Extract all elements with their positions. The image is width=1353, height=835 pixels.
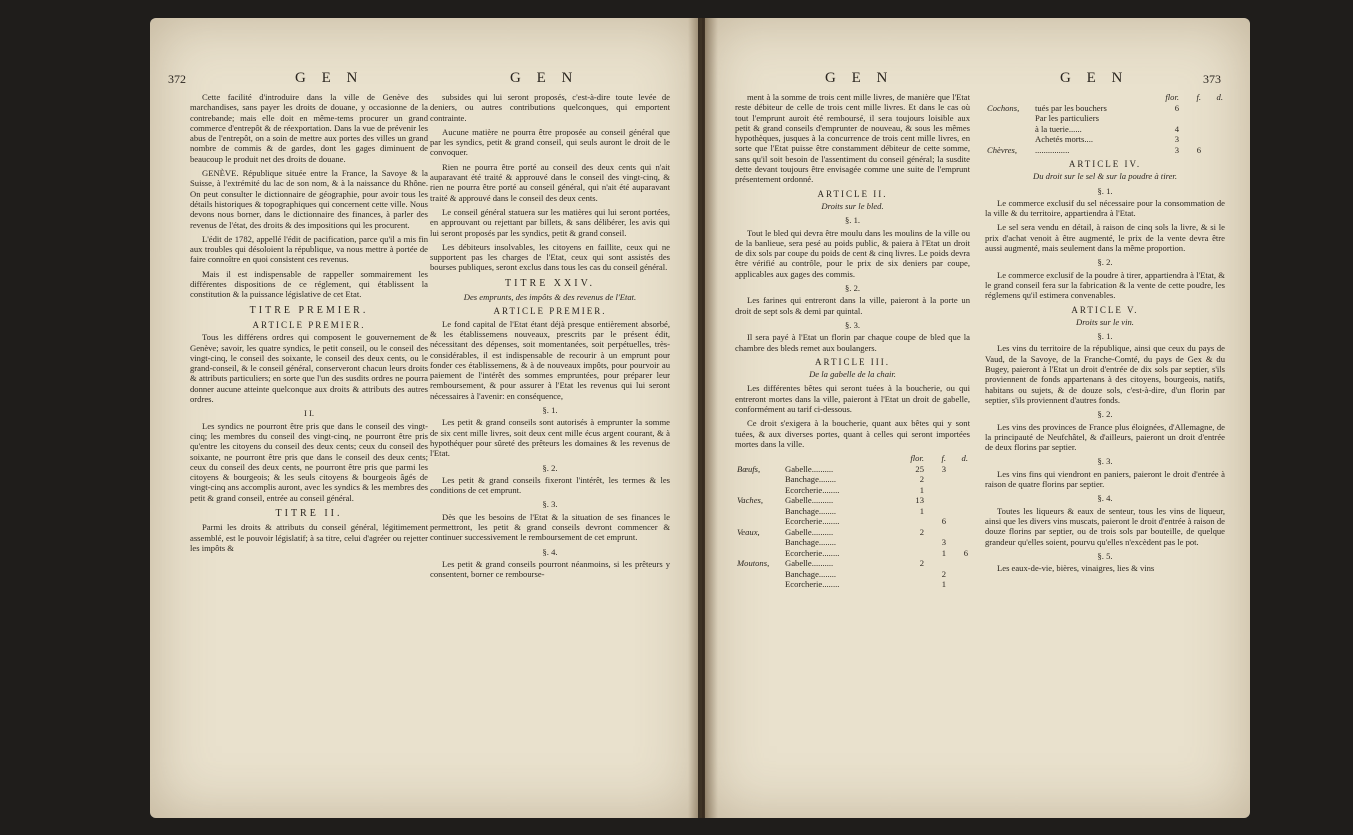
tariff-flor: 1: [919, 484, 924, 495]
tariff-deniers: [948, 464, 970, 475]
paragraph: Il sera payé à l'Etat un florin par chaque coupe de bled que la chambre des bleds remet aux boulangers.: [735, 332, 970, 353]
tariff-row: [735, 527, 970, 538]
paragraph-number: §. 2.: [844, 283, 861, 294]
paragraph: Les petit & grand conseils pourront néanmoins, si les prêteurs y consentent, borner ce rembourse-: [430, 558, 670, 580]
paragraph-number: §. 5.: [1097, 550, 1113, 561]
tariff-deniers: [1203, 134, 1225, 145]
paragraph: Dès que les besoins de l'Etat & la situation de ses finances le permettront, les petit & grand conseils devront commencer & continuer successivement le remboursement de cet emprunt.: [430, 511, 670, 543]
paragraph: Les différentes bêtes qui seront tuées à la boucherie, ou qui entreront mortes dans la ville, paieront à l'Etat un droit de gabelle, conformément au tarif ci-dessous.: [735, 383, 970, 415]
left-running-head-left: G E N: [295, 70, 364, 86]
right-running-head-left: G E N: [825, 70, 894, 86]
tariff-deniers: [948, 474, 970, 485]
paragraph: Les petit & grand conseils sont autorisés à emprunter la somme de six cent mille livres, soit deux cent mille écus argent courant, & à hypothéquer pour sûreté des prêteurs les domaines & les revenus de l'Etat.: [430, 417, 670, 459]
tariff-flor: 25: [915, 463, 924, 474]
paragraph: Tous les différens ordres qui composent le gouvernement de Genève; savoir, les quatre syndics, le petit conseil, ou le conseil des vingt-cinq, le conseil des soixante, le conseil des deux cents, ou le grand-conseil, & le conseil général, conserveront chacun leurs droits & attributs particuliers; en sorte que l'un des susdits ordres ne pourra donner aucune atteinte quelconque aux droits & attributs des autres ordres.: [190, 332, 428, 405]
tariff-deniers: [1203, 145, 1225, 156]
tariff-deniers: [948, 495, 970, 506]
paragraph-number: §. 1.: [542, 405, 558, 416]
paragraph: ment à la somme de trois cent mille livres, de manière que l'Etat reste débiteur de celle de trois cent mille livres. Et dans le cas où tout l'emprunt auroit été remboursé, il sera toujours loisible aux petit & grand conseils d'emprunter de nouveau, & sous les mêmes hypothèques, jusques à la concurrence de trois cent mille livres, en sorte que l'Etat puisse être constamment débiteur de cette somme, sans qu'il soit besoin de l'assentiment du conseil général; la susdite dette devant toujours être envisagée comme une suite de l'emprunt présentement ordonné.: [735, 92, 970, 185]
tariff-sols: [926, 485, 948, 496]
tariff-item: Ecorcherie........: [785, 484, 840, 495]
tariff-item: Gabelle..........: [785, 495, 834, 506]
tariff-flor: [1159, 113, 1181, 124]
tariff-animal: Moutons,: [737, 558, 770, 569]
tariff-animal: [985, 124, 1033, 135]
tariff-flor: 3: [1174, 144, 1179, 155]
tariff-item: Ecorcherie........: [785, 547, 840, 558]
tariff-sols: 6: [1196, 144, 1201, 155]
tariff-row: [735, 516, 970, 527]
right-running-head-right: G E N: [1060, 70, 1129, 86]
pork-goat-tariff-table: [985, 92, 1225, 155]
paragraph: Les eaux-de-vie, bières, vinaigres, lies & vins: [997, 563, 1155, 574]
paragraph: Tout le bled qui devra être moulu dans les moulins de la ville ou de la banlieue, sera pesé au poids public, & paiera à l'Etat un droit de dix sols par coupe du poids de cent & cinq livres. Le poids devra être vérifié au contrôle, pour le prix de six deniers par coupe, applicables aux gages des commis.: [735, 227, 970, 279]
tariff-header-f: f.: [941, 453, 946, 464]
tariff-row: [735, 464, 970, 475]
article-heading: ARTICLE III.: [815, 356, 890, 367]
tariff-deniers: [948, 569, 970, 580]
paragraph-number: §. 1.: [1097, 185, 1113, 196]
tariff-animal: Cochons,: [987, 102, 1020, 113]
section-title: TITRE XXIV.: [504, 277, 596, 289]
tariff-item: Achetés morts....: [1035, 134, 1093, 145]
article-heading: ARTICLE PREMIER.: [252, 319, 366, 330]
paragraph: Ce droit s'exigera à la boucherie, quant aux bêtes qui y sont tuées, & aux diverses portes, quant à celles qui seront importées mortes dans la ville.: [735, 418, 970, 449]
left-page-number: 372: [168, 72, 186, 86]
tariff-row: [985, 103, 1225, 114]
paragraph: Les vins du territoire de la république, ainsi que ceux du pays de Vaud, de la Savoye, de la Franche-Comté, du pays de Gex & du Bugey, paieront à l'Etat un droit d'entrée de dix sols par septier, s'ils proviennent de fonds appartenans à des citoyens, bourgeois, natifs, habitans ou sujets, & de douze sols, c'est-à-dire, d'un florin par septier, s'ils proviennent d'autres fonds.: [985, 343, 1225, 405]
paragraph: Les syndics ne pourront être pris que dans le conseil des vingt-cinq; les membres du conseil des vingt-cinq, ne pourront être pris qu'entre les citoyens du conseil des deux cents; ceux du conseil des soixante, ne pourront être pris que dans le conseil des deux cents; ceux du conseil des deux cents, ne pourront être pris que parmi les citoyens & bourgeois; & les seuls citoyens & bourgeois âgés de vingt-cinq ans accomplis auront, avec les syndics & les membres des petit & grand conseil, entrée au conseil général.: [190, 420, 428, 503]
article-heading: ARTICLE V.: [1071, 304, 1139, 315]
tariff-sols: 3: [941, 463, 946, 474]
tariff-flor: 3: [1174, 134, 1179, 145]
paragraph-number: §. 3.: [542, 499, 558, 510]
tariff-row: [735, 474, 970, 485]
tariff-sols: [926, 506, 948, 517]
tariff-sols: 1: [941, 547, 946, 558]
tariff-sols: [1181, 103, 1203, 114]
tariff-sols: [926, 495, 948, 506]
tariff-item: Gabelle..........: [785, 526, 834, 537]
book-gutter: [688, 18, 718, 818]
paragraph: Le sel sera vendu en détail, à raison de cinq sols la livre, & si le prix d'achat venoit à être augmenté, le prix de la vente devra être aussi augmenté, mais seulement dans la même proportion.: [985, 222, 1225, 254]
tariff-flor: 1: [919, 505, 924, 516]
paragraph-number: §. 3.: [1097, 456, 1113, 467]
tariff-flor: 2: [919, 474, 924, 485]
paragraph-number: §. 4.: [542, 546, 558, 557]
tariff-item: ................: [1035, 144, 1070, 155]
tariff-row: [985, 124, 1225, 135]
tariff2-header-f: f.: [1196, 92, 1201, 103]
tariff-animal: [735, 569, 783, 580]
paragraph-number: §. 4.: [1097, 493, 1113, 504]
tariff-item: Gabelle..........: [785, 558, 834, 569]
tariff-deniers: [1203, 103, 1225, 114]
tariff-flor: [904, 537, 926, 548]
tariff-flor: [904, 569, 926, 580]
paragraph: Toutes les liqueurs & eaux de senteur, tous les vins de liqueur, ainsi que les divers vins muscats, paieront le droit d'entrée à raison de douze florins par septier, ou de trois sols par bouteille, de quelque grandeur qu'elles soient, pourvu qu'elles n'excèdent pas le pot.: [985, 505, 1225, 547]
paragraph: Mais il est indispensable de rappeller sommairement les différentes dispositions de ce réglement, qui établissent la constitution & la puissance législative de cet Etat.: [190, 268, 428, 300]
tariff-row: [735, 495, 970, 506]
tariff-row: [985, 113, 1225, 124]
tariff-sols: 3: [941, 537, 946, 548]
tariff-deniers: [948, 516, 970, 527]
tariff-sols: 2: [941, 568, 946, 579]
section-subtitle: De la gabelle de la chair.: [809, 369, 896, 380]
tariff-item: Banchage........: [785, 537, 837, 548]
tariff2-header-d: d.: [1216, 92, 1223, 103]
paragraph: Le commerce exclusif de la poudre à tirer, appartiendra à l'Etat, & le grand conseil fera sur la fabrication & la vente de cette poudre, les réglemens qu'il estimera convenables.: [985, 269, 1225, 301]
tariff-deniers: [948, 506, 970, 517]
tariff-deniers: [1203, 124, 1225, 135]
tariff-sols: 6: [941, 516, 946, 527]
left-column-2: [430, 92, 670, 583]
section-subtitle: Du droit sur le sel & sur la poudre à tirer.: [1033, 171, 1177, 182]
paragraph-number: §. 2.: [542, 462, 558, 473]
tariff-sols: [926, 474, 948, 485]
paragraph: Rien ne pourra être porté au conseil des deux cents qui n'ait auparavant été traité & approuvé dans le conseil des vingt-cinq, & rien ne pourra être porté au conseil général, qui n'ait été auparavant traité & approuvé dans le conseil des deux cents.: [430, 161, 670, 203]
paragraph: Parmi les droits & attributs du conseil général, légitimement assemblé, est le pouvoir législatif; à sa titre, celui d'agréer ou rejetter les impôts &: [190, 522, 428, 553]
tariff-animal: [985, 134, 1033, 145]
left-column-1: [190, 92, 428, 557]
right-column-1: [735, 92, 970, 590]
meat-tariff-table: [735, 453, 970, 590]
tariff-flor: 4: [1174, 123, 1179, 134]
paragraph-number: §. 3.: [844, 319, 861, 330]
left-running-head-right: G E N: [510, 70, 579, 86]
article-heading: ARTICLE PREMIER.: [493, 306, 607, 317]
paragraph-number: §. 1.: [1097, 331, 1113, 342]
tariff-header-d: d.: [961, 453, 968, 464]
paragraph: Les débiteurs insolvables, les citoyens en faillite, ceux qui ne supportent pas les charges de l'Etat, ceux qui sont assistés des bourses publiques, seront exclus dans tous les cas du conseil général.: [430, 241, 670, 273]
paragraph: Les farines qui entreront dans la ville, paieront à la porte un droit de sept sols & demi par quintal.: [735, 295, 970, 316]
paragraph: subsides qui lui seront proposés, c'est-à-dire toute levée de deniers, ou autres contributions quelconques, qui emportent contrainte.: [430, 92, 670, 123]
tariff-animal: Veaux,: [737, 526, 760, 537]
paragraph-number: §. 1.: [844, 215, 861, 226]
tariff-flor: [904, 548, 926, 559]
tariff-animal: Vaches,: [737, 495, 764, 506]
tariff-flor: 13: [915, 495, 924, 506]
tariff-item: à la tuerie......: [1035, 123, 1082, 134]
tariff-deniers: [948, 485, 970, 496]
paragraph: Les petit & grand conseils fixeront l'intérêt, les termes & les conditions de cet emprunt.: [430, 474, 670, 496]
section-title: TITRE PREMIER.: [249, 304, 369, 316]
paragraph: Cette facilité d'introduire dans la ville de Genève des marchandises, sans payer les droits de douane, y occasionne de la contrebande; mais elle doit en même-tems procurer un grand commerce d'entrepôt & de réexportation. Dans la vue de prévenir les abus de l'entrepôt, on a soin de mettre aux portes des villes un grand nombre de commis & de gardes, dont les gages diminuent de beaucoup le produit net des droits de douane.: [190, 92, 428, 164]
tariff-animal: [735, 579, 783, 590]
tariff-animal: [735, 474, 783, 485]
tariff-item: Ecorcherie........: [785, 516, 840, 527]
paragraph: Les vins des provinces de France plus éloignées, d'Allemagne, de la principauté de Neufchâtel, & d'ailleurs, paieront un droit d'entrée de deux florins par septier.: [985, 421, 1225, 453]
tariff-item: Gabelle..........: [785, 463, 834, 474]
paragraph: L'édit de 1782, appellé l'édit de pacification, parce qu'il a mis fin aux troubles qui désoloient la république, va nous mettre à portée de faire connoître en quoi consistent ces revenus.: [190, 233, 428, 265]
tariff-sols: [1181, 134, 1203, 145]
paragraph: Le commerce exclusif du sel nécessaire pour la consommation de la ville & du territoire, appartiendra à l'Etat.: [985, 197, 1225, 219]
tariff-animal: [735, 548, 783, 559]
tariff-sols: [1181, 113, 1203, 124]
tariff-animal: [735, 516, 783, 527]
section-title: TITRE II.: [275, 507, 343, 519]
tariff-deniers: [948, 558, 970, 569]
tariff-animal: [985, 113, 1033, 124]
tariff-deniers: 6: [963, 547, 968, 558]
tariff-deniers: [948, 537, 970, 548]
tariff-item: Banchage........: [785, 474, 837, 485]
paragraph: Les vins fins qui viendront en paniers, paieront le droit d'entrée à raison de quatre florins par septier.: [985, 468, 1225, 490]
tariff-animal: [735, 537, 783, 548]
tariff-deniers: [1203, 113, 1225, 124]
paragraph-number: I I.: [303, 408, 315, 419]
tariff-row: [735, 569, 970, 580]
tariff-item: Banchage........: [785, 505, 837, 516]
section-subtitle: Droits sur le bled.: [821, 200, 884, 211]
tariff-item: Ecorcherie........: [785, 579, 840, 590]
tariff-deniers: [948, 579, 970, 590]
tariff-row: [735, 579, 970, 590]
tariff-flor: 2: [919, 526, 924, 537]
tariff-animal: [735, 506, 783, 517]
tariff-animal: Bœufs,: [737, 463, 761, 474]
tariff-flor: 6: [1174, 102, 1179, 113]
tariff-flor: 2: [919, 558, 924, 569]
paragraph: Le fond capital de l'Etat étant déjà presque entièrement absorbé, & les établissemens nouveaux, prescrits par le présent édit, nécessitant des dépenses, soit momentanées, soit perpétuelles, très-considérables, il est indispensable de recourir à un emprunt pour fonder ces établissemens, & à de nouveaux impôts, pour pourvoir au paiement de l'intérêt des sommes empruntées, pour préparer leur remboursement, & pour assurer à l'Etat les revenus qui lui seront nécessaires à l'avenir: en conséquence,: [430, 318, 670, 401]
tariff-row: [735, 548, 970, 559]
tariff-sols: [926, 527, 948, 538]
tariff-header-flor: flor.: [910, 453, 924, 464]
tariff-row: [735, 558, 970, 569]
tariff-sols: [1181, 124, 1203, 135]
tariff-item: Par les particuliers: [1035, 113, 1099, 124]
tariff-item: Banchage........: [785, 568, 837, 579]
tariff-item: tués par les bouchers: [1035, 102, 1107, 113]
section-subtitle: Des emprunts, des impôts & des revenus de l'Etat.: [463, 292, 637, 303]
paragraph: Le conseil général statuera sur les matières qui lui seront portées, en approuvant ou rejettant par billets, & sans délibérer, les avis qui lui seront proposés par les syndics, petit & grand conseil.: [430, 206, 670, 238]
tariff-flor: [904, 579, 926, 590]
article-heading: ARTICLE IV.: [1068, 159, 1142, 169]
tariff-row: [735, 506, 970, 517]
tariff-row: [735, 537, 970, 548]
tariff-sols: 1: [941, 579, 946, 590]
tariff-sols: [926, 558, 948, 569]
tariff2-header-flor: flor.: [1165, 92, 1179, 103]
paragraph: Aucune matière ne pourra être proposée au conseil général que par les syndics, petit & grand conseil, qui seuls auront le droit de le convoquer.: [430, 126, 670, 158]
section-subtitle: Droits sur le vin.: [1076, 316, 1134, 327]
article-heading: ARTICLE II.: [817, 188, 888, 199]
paragraph: GENÈVE. République située entre la France, la Savoye & la Suisse, à l'extrémité du lac de son nom, & à la naissance du Rhône. On peut consulter le dictionnaire de géographie, pour avoir tous les détails historiques & topographiques qui concernent cette ville. Nous devons nous borner, dans le dictionnaire des finances, à parler des revenus de l'état, des droits & des impositions qui les procurent.: [190, 168, 428, 230]
paragraph-number: §. 2.: [1097, 257, 1113, 268]
tariff-row: [735, 485, 970, 496]
tariff-animal: Chèvres,: [987, 144, 1017, 155]
right-page-number: 373: [1203, 72, 1221, 86]
tariff-row: [985, 145, 1225, 156]
tariff-row: [985, 134, 1225, 145]
tariff-flor: [904, 516, 926, 527]
paragraph-number: §. 2.: [1097, 409, 1113, 420]
right-column-2: [985, 92, 1225, 577]
tariff-deniers: [948, 527, 970, 538]
tariff-animal: [735, 485, 783, 496]
